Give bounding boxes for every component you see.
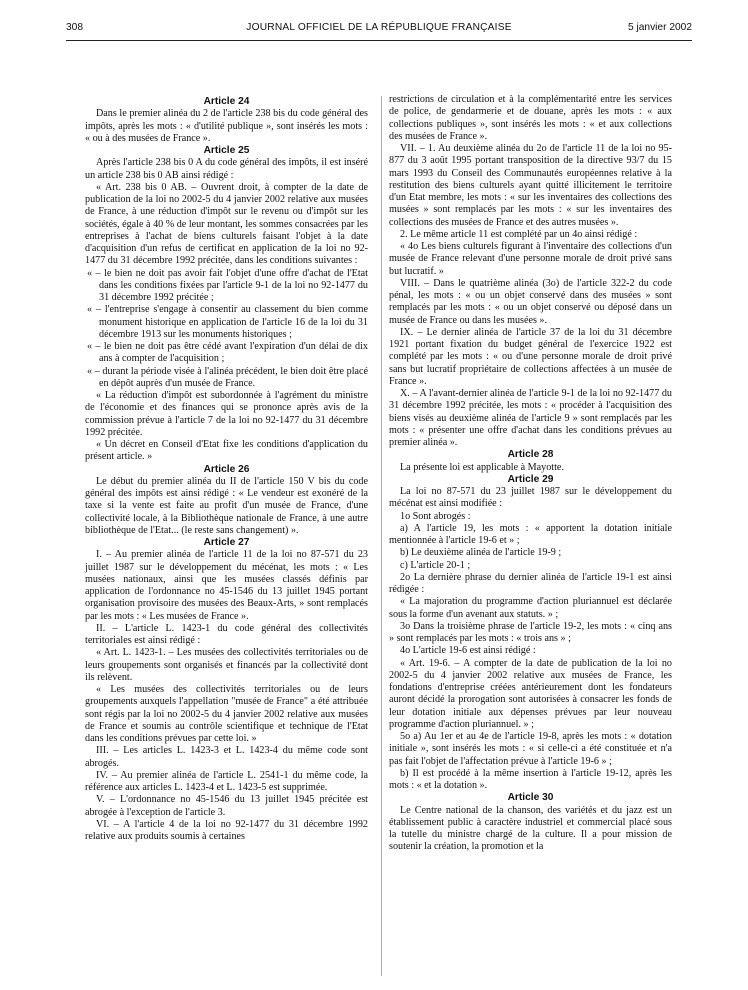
paragraph: « Art. L. 1423-1. – Les musées des collectivités territoriales ou de leurs groupements sont organisés et financés par la collectivité dont ils relèvent.: [85, 647, 368, 683]
list-item: « – le bien ne doit pas avoir fait l'objet d'une offre d'achat de l'Etat dans les conditions fixées par l'article 9-1 de la loi no 92-1477 du 31 décembre 1992 précitée ;: [87, 267, 368, 303]
article-heading: Article 30: [507, 792, 554, 804]
right-column: [389, 94, 672, 854]
list-item: « – le bien ne doit pas être cédé avant l'expiration d'un délai de dix ans à compter de l'acquisition ;: [87, 341, 368, 365]
list-item: « – durant la période visée à l'alinéa précédent, le bien doit être placé en dépôt auprès d'un musée de France.: [87, 365, 368, 389]
article-heading: Article 25: [203, 145, 250, 156]
paragraph: 4o L'article 19-6 est ainsi rédigé :: [400, 645, 536, 657]
column-divider: [381, 96, 382, 976]
paragraph: VI. – A l'article 4 de la loi no 92-1477 du 31 décembre 1992 relative aux produits soumis à certaines: [85, 818, 368, 842]
issue-date: 5 janvier 2002: [627, 22, 692, 33]
paragraph: « Art. 19-6. – A compter de la date de publication de la loi no 2002-5 du 4 janvier 2002 relative aux musées de France, les fondations d'entreprise créées antérieurement dont les fondateurs auront décidé la prorogation sont autorisées à consacrer les fonds de leur dotation initiale aux dépenses prévues par leur nouveau programme d'action pluriannuel. » ;: [389, 657, 672, 730]
paragraph: III. – Les articles L. 1423-3 et L. 1423-4 du même code sont abrogés.: [85, 745, 368, 769]
paragraph: « La réduction d'impôt est subordonnée à l'agrément du ministre de l'économie et des finances qui se prononce après avis de la commission prévue à l'article 7 de la loi no 92-1477 du 31 décembre 1992 précitée.: [85, 390, 368, 438]
article-heading: Article 24: [203, 96, 250, 107]
article-heading: Article 29: [507, 473, 554, 485]
paragraph: La loi no 87-571 du 23 juillet 1987 sur le développement du mécénat est ainsi modifiée :: [389, 486, 672, 510]
paragraph: b) Il est procédé à la même insertion à l'article 19-12, après les mots : « et la dotation ».: [389, 767, 672, 791]
page-number: 308: [66, 22, 83, 33]
paragraph: « 4o Les biens culturels figurant à l'inventaire des collections d'un musée de France relevant d'une personne morale de droit privé sans but lucratif. »: [389, 241, 672, 277]
paragraph: Le Centre national de la chanson, des variétés et du jazz est un établissement public à caractère industriel et commercial placé sous la tutelle du ministre chargé de la culture. Il a pour mission de soutenir la création, la promotion et la: [389, 804, 672, 853]
paragraph: X. – A l'avant-dernier alinéa de l'article 9-1 de la loi no 92-1477 du 31 décembre 1992 précitée, les mots : « procéder à l'acquisition des biens visés au deuxième alinéa de l'article 9 » sont remplacés par les mots : « présenter une offre d'achat dans les conditions prévues au premier alinéa ».: [389, 388, 672, 448]
paragraph: I. – Au premier alinéa de l'article 11 de la loi no 87-571 du 23 juillet 1987 sur le développement du mécénat, les mots : « Les musées nationaux, ainsi que les musées classés définis par application de l'ordonnance no 45-1546 du 13 juillet 1945 portant organisation provisoire des musées des Beaux-Arts, » sont remplacés par les mots : « Les musées de France ».: [85, 549, 368, 622]
paragraph: a) A l'article 19, les mots : « apportent la dotation initiale mentionnée à l'article 19-6 et » ;: [389, 522, 672, 546]
page-header: [66, 18, 692, 41]
paragraph: La présente loi est applicable à Mayotte.: [400, 461, 564, 473]
paragraph: b) Le deuxième alinéa de l'article 19-9 ;: [400, 547, 562, 559]
paragraph: « Un décret en Conseil d'Etat fixe les conditions d'application du présent article. »: [85, 439, 368, 463]
list-item: « – l'entreprise s'engage à consentir au classement du bien comme monument historique en application de l'article 16 de la loi du 31 décembre 1913 sur les monuments historiques ;: [87, 304, 368, 340]
paragraph: restrictions de circulation et à la complémentarité entre les services de police, de gendarmerie et de douane, après les mots : « aux collections publiques », sont insérés les mots : « et aux collections des musées de France ».: [389, 94, 672, 142]
paragraph: « Les musées des collectivités territoriales ou de leurs groupements auxquels l'appellation "musée de France" a été attribuée sont régis par la loi no 2002-5 du 4 janvier 2002 relative aux musées de France et soumis au contrôle scientifique et technique de l'Etat dans les conditions prévues par cette loi. »: [85, 684, 368, 744]
paragraph: IX. – Le dernier alinéa de l'article 37 de la loi du 31 décembre 1921 portant fixation du budget général de l'exercice 1922 est complété par les mots : « ou d'une personne morale de droit privé sans but lucratif propriétaire de collections affectées à un musée de France ».: [389, 326, 672, 387]
paragraph: 2. Le même article 11 est complété par un 4o ainsi rédigé :: [400, 228, 638, 240]
paragraph: 1o Sont abrogés :: [400, 510, 471, 522]
paragraph: II. – L'article L. 1423-1 du code général des collectivités territoriales est ainsi rédigé :: [85, 622, 368, 646]
paragraph: Dans le premier alinéa du 2 de l'article 238 bis du code général des impôts, après les mots : « d'utilité publique », sont insérés les mots : « ou à des musées de France ».: [85, 108, 368, 144]
paragraph: c) L'article 20-1 ;: [400, 559, 471, 571]
paragraph: « Art. 238 bis 0 AB. – Ouvrent droit, à compter de la date de publication de la loi no 2002-5 du 4 janvier 2002 relative aux musées de France, à une réduction d'impôt sur le revenu ou d'impôt sur les sociétés, égale à 40 % de leur montant, les sommes consacrées par les entreprises à l'achat de biens culturels faisant l'objet à la date d'acquisition d'un refus de certificat en application de la loi no 92-1477 du 31 décembre 1992 précitée, dans les conditions suivantes :: [85, 181, 368, 267]
paragraph: V. – L'ordonnance no 45-1546 du 13 juillet 1945 précitée est abrogée à l'exception de l'article 3.: [85, 794, 368, 818]
article-heading: Article 26: [203, 463, 250, 475]
paragraph: Le début du premier alinéa du II de l'article 150 V bis du code général des impôts est ainsi rédigé : « Le vendeur est exonéré de la taxe si la vente est faite au profit d'un musée de France, d'une collectivité locale, à la Bibliothèque nationale de France, à une autre bibliothèque de l'Etat... (le reste sans changement) ».: [85, 475, 368, 536]
left-column: [85, 96, 368, 843]
paragraph: VIII. – Dans le quatrième alinéa (3o) de l'article 322-2 du code pénal, les mots : « ou un objet conservé dans des musées » sont remplacés par les mots : « ou un objet conservé ou déposé dans un musée de France ou dans les musées ».: [389, 277, 672, 326]
article-heading: Article 28: [507, 449, 554, 461]
paragraph: IV. – Au premier alinéa de l'article L. 2541-1 du même code, la référence aux articles L. 1423-4 et L. 1423-5 est supprimée.: [85, 769, 368, 793]
paragraph: 3o Dans la troisième phrase de l'article 19-2, les mots : « cinq ans » sont remplacés par les mots : « trois ans » ;: [389, 620, 672, 644]
paragraph: Après l'article 238 bis 0 A du code général des impôts, il est inséré un article 238 bis 0 AB ainsi rédigé :: [85, 157, 368, 181]
paragraph: 2o La dernière phrase du dernier alinéa de l'article 19-1 est ainsi rédigée :: [389, 571, 672, 595]
paragraph: VII. – 1. Au deuxième alinéa du 2o de l'article 11 de la loi no 95-877 du 3 août 1995 portant transposition de la directive 93/7 du 15 mars 1993 du Conseil des Communautés européennes relative à la restitution des biens culturels ayant quitté illicitement le territoire d'un Etat membre, les mots : « sur les inventaires des collections des musées » sont remplacés par les mots : « sur les inventaires des collections des musées de France et des autres musées ».: [389, 143, 672, 228]
journal-title: JOURNAL OFFICIEL DE LA RÉPUBLIQUE FRANÇAISE: [246, 22, 512, 33]
paragraph: 5o a) Au 1er et au 4e de l'article 19-8, après les mots : « dotation initiale », sont insérés les mots : « si celle-ci a été constituée et n'a pas fait l'objet de l'affectation prévue à l'article 19-6 » ;: [389, 731, 672, 767]
paragraph: « La majoration du programme d'action pluriannuel est déclarée sous la forme d'un avenant aux statuts. » ;: [389, 596, 672, 620]
article-heading: Article 27: [203, 537, 250, 548]
